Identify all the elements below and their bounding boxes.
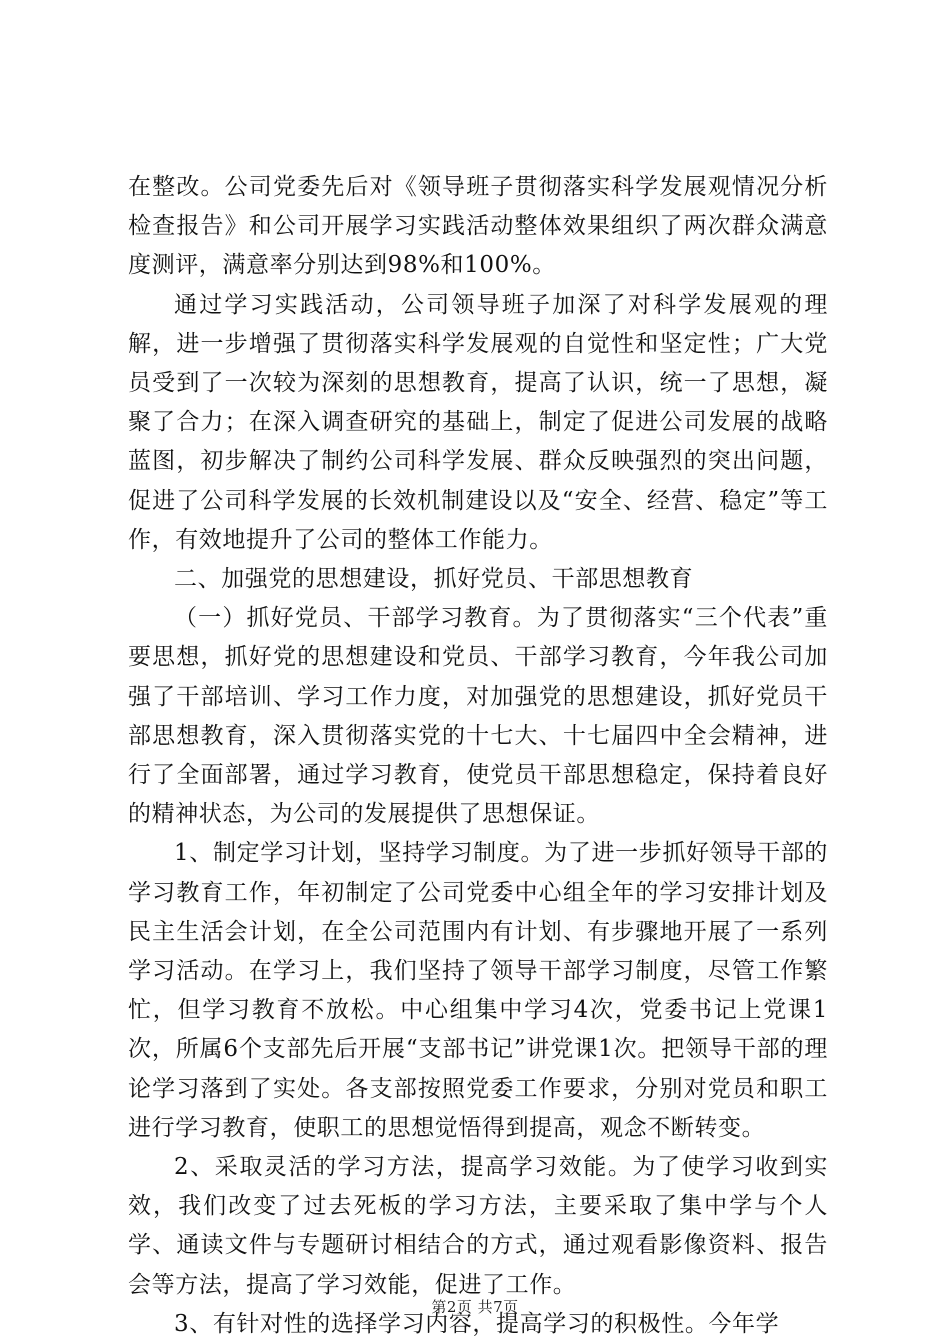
item-1-study-plan: 1、制定学习计划，坚持学习制度。为了进一步抓好领导干部的学习教育工作，年初制定了公司党委中心组全年的学习安排计划及民主生活会计划，在全公司范围内有计划、有步骤地开展了一系列学习活动。在学习上，我们坚持了领导干部学习制度，尽管工作繁忙，但学习教育不放松。中心组集中学习4次，党委书记上党课1次，所属6个支部先后开展“支部书记”讲党课1次。把领导干部的理论学习落到了实处。各支部按照党委工作要求，分别对党员和职工进行学习教育，使职工的思想觉悟得到提高，观念不断转变。: [128, 840, 828, 1141]
item-2-study-methods: 2、采取灵活的学习方法，提高学习效能。为了使学习收到实效，我们改变了过去死板的学习方法，主要采取了集中学与个人学、通读文件与专题研讨相结合的方式，通过观看影像资料、报告会等方法，提高了学习效能，促进了工作。: [128, 1154, 828, 1298]
paragraph-continuation: 在整改。公司党委先后对《领导班子贯彻落实科学发展观情况分析检查报告》和公司开展学习实践活动整体效果组织了两次群众满意度测评，满意率分别达到98%和100%。: [128, 174, 828, 279]
paragraph-study-results: 通过学习实践活动，公司领导班子加深了对科学发展观的理解，进一步增强了贯彻落实科学发展观的自觉性和坚定性；广大党员受到了一次较为深刻的思想教育，提高了认识，统一了思想，凝聚了合力；在深入调查研究的基础上，制定了促进公司发展的战略蓝图，初步解决了制约公司科学发展、群众反映强烈的突出问题，促进了公司科学发展的长效机制建设以及“安全、经营、稳定”等工作，有效地提升了公司的整体工作能力。: [128, 291, 828, 553]
item-3-study-content: 3、有针对性的选择学习内容，提高学习的积极性。今年学: [174, 1310, 780, 1337]
page-footer: 第2页 共7页: [431, 1298, 519, 1316]
subsection-1: （一）抓好党员、干部学习教育。为了贯彻落实“三个代表”重要思想，抓好党的思想建设和党员、干部学习教育，今年我公司加强了干部培训、学习工作力度，对加强党的思想建设，抓好党员干部思想教育，深入贯彻落实党的十七大、十七届四中全会精神，进行了全面部署，通过学习教育，使党员干部思想稳定，保持着良好的精神状态，为公司的发展提供了思想保证。: [128, 605, 828, 828]
section-heading-2: 二、加强党的思想建设，抓好党员、干部思想教育: [174, 566, 694, 593]
document-body: [128, 168, 828, 1344]
